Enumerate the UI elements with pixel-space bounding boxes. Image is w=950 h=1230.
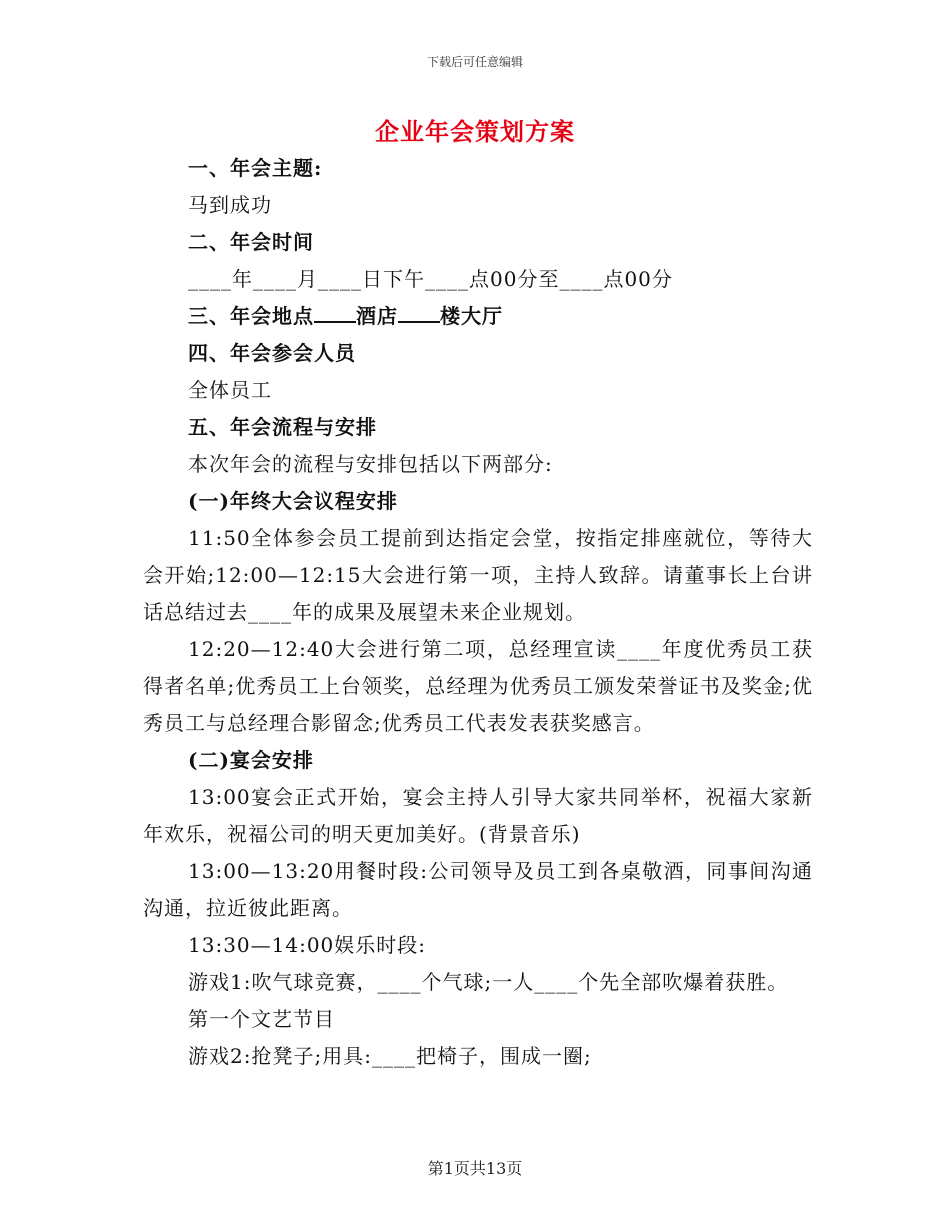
subsection-2-paragraph-2: 13:00—13:20用餐时段:公司领导及员工到各桌敬酒，同事间沟通沟通，拉近彼此距离。	[143, 859, 813, 920]
header-note: 下载后可任意编辑	[426, 55, 523, 69]
subsection-1-paragraph-2: 12:20—12:40大会进行第二项，总经理宣读____年度优秀员工获得者名单;优秀员工上台领奖，总经理为优秀员工颁发荣誉证书及奖金;优秀员工与总经理合影留念;优秀员工代表发表获奖感言。	[143, 637, 813, 735]
blank-underline	[314, 320, 356, 323]
section-2-body: ____年____月____日下午____点00分至____点00分	[188, 267, 673, 291]
section-1-heading: 一、年会主题:	[188, 156, 323, 180]
section-3-heading	[143, 298, 813, 335]
section-4-heading: 四、年会参会人员	[188, 341, 356, 365]
section-2-heading: 二、年会时间	[188, 230, 314, 254]
section-5-heading: 五、年会流程与安排	[188, 415, 377, 439]
game-2-line: 游戏2:抢凳子;用具:____把椅子，围成一圈;	[188, 1044, 592, 1068]
subsection-1-paragraph-1: 11:50全体参会员工提前到达指定会堂，按指定排座就位，等待大会开始;12:00—12:15大会进行第一项，主持人致辞。请董事长上台讲话总结过去____年的成果及展望未来企业规划。	[143, 526, 813, 624]
section-3-label: 三、年会地点	[188, 304, 314, 328]
subsection-2-paragraph-3: 13:30—14:00娱乐时段:	[188, 933, 427, 957]
subsection-2-heading: (二)宴会安排	[188, 748, 314, 772]
subsection-1-heading: (一)年终大会议程安排	[188, 489, 398, 513]
section-5-intro: 本次年会的流程与安排包括以下两部分:	[188, 452, 553, 476]
program-1-line: 第一个文艺节目	[188, 1007, 335, 1031]
page-number: 第1页共13页	[427, 1159, 523, 1178]
document-title: 企业年会策划方案	[375, 117, 575, 146]
document-body	[143, 150, 813, 1075]
game-1-line: 游戏1:吹气球竞赛，____个气球;一人____个先全部吹爆着获胜。	[188, 970, 789, 994]
subsection-2-paragraph-1: 13:00宴会正式开始，宴会主持人引导大家共同举杯，祝福大家新年欢乐，祝福公司的明天更加美好。(背景音乐)	[143, 785, 813, 846]
section-1-body: 马到成功	[188, 193, 272, 217]
section-3-hotel: 酒店	[356, 304, 398, 328]
section-3-hall: 楼大厅	[440, 304, 503, 328]
blank-underline	[398, 320, 440, 323]
section-4-body: 全体员工	[188, 378, 272, 402]
